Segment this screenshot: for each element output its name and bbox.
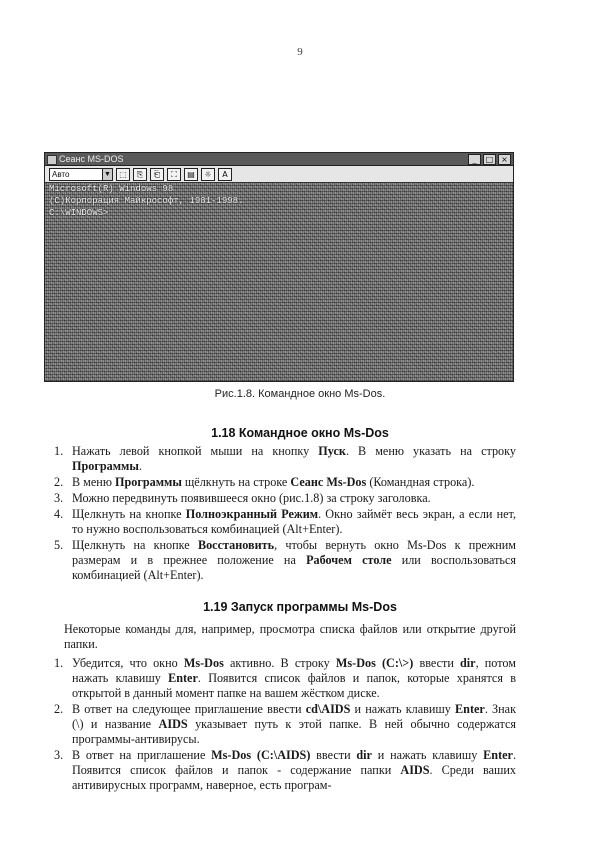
background-icon[interactable]: ☼ xyxy=(201,168,215,181)
list-item-number: 2. xyxy=(54,702,64,716)
emphasized-term: Ms-Dos (C:\AIDS) xyxy=(211,748,311,762)
list-item xyxy=(54,507,516,537)
font-size-value: Авто xyxy=(52,169,70,179)
instruction-list-1 xyxy=(54,444,516,584)
window-controls xyxy=(468,154,511,165)
text-run: указывает путь к этой папке. В ней обычно содержатся программы-антивирусы. xyxy=(72,717,516,746)
paste-icon[interactable]: ⎗ xyxy=(150,168,164,181)
emphasized-term: Ms-Dos (C:\>) xyxy=(335,656,414,670)
emphasized-term: AIDS xyxy=(400,763,430,777)
text-run: Убедится, что окно xyxy=(72,656,184,670)
list-item-number: 3. xyxy=(54,748,64,762)
emphasized-term: Программы xyxy=(114,475,182,489)
close-button[interactable]: × xyxy=(498,154,511,165)
list-item xyxy=(54,444,516,474)
emphasized-term: dir xyxy=(460,656,476,670)
list-item xyxy=(54,475,516,490)
maximize-button[interactable]: □ xyxy=(483,154,496,165)
text-run: В ответ на приглашение xyxy=(72,748,212,762)
emphasized-term: Enter xyxy=(483,748,513,762)
emphasized-term: Программы xyxy=(72,459,139,473)
text-run: и нажать клавишу xyxy=(371,748,484,762)
list-item-number: 5. xyxy=(54,538,64,552)
intro-paragraph: Некоторые команды для, например, просмотра списка файлов или открытие другой папки. xyxy=(64,622,516,651)
instruction-list-2 xyxy=(54,656,516,794)
emphasized-term: Пуск xyxy=(318,444,346,458)
text-run: . В меню указать на строку xyxy=(345,444,516,458)
fullscreen-icon[interactable]: ⛶ xyxy=(167,168,181,181)
text-run: . Окно займёт весь экран, а если нет, то нужно воспользоваться комбинацией (Alt+Enter). xyxy=(72,507,516,536)
emphasized-term: Сеанс Ms-Dos xyxy=(290,475,367,489)
text-run: щёлкнуть на строке xyxy=(181,475,291,489)
text-run: , потом нажать клавишу xyxy=(72,656,516,685)
list-item-number: 1. xyxy=(54,656,64,670)
console-prompt: C:\WINDOWS> xyxy=(49,208,109,218)
text-run: Щелкнуть на кнопке xyxy=(72,507,186,521)
emphasized-term: Рабочем столе xyxy=(306,553,392,567)
window-title: Сеанс MS-DOS xyxy=(59,154,124,164)
text-run: . Знак (\) и название xyxy=(72,702,516,731)
text-run: . Появится список файлов и папок, которые хранятся в открытой в данный момент папке на вашем жёстком диске. xyxy=(72,671,516,700)
text-run: Можно передвинуть появившееся окно (рис.1.8) за строку заголовка. xyxy=(72,491,431,505)
text-run: Нажать левой кнопкой мыши на кнопку xyxy=(72,444,319,458)
msdos-app-icon xyxy=(47,155,57,165)
font-size-select[interactable] xyxy=(49,168,113,181)
list-item-number: 2. xyxy=(54,475,64,489)
list-item-number: 3. xyxy=(54,491,64,505)
emphasized-term: Enter xyxy=(455,702,485,716)
list-item xyxy=(54,538,516,583)
console-line: (C)Корпорация Майкрософт, 1981-1998. xyxy=(49,196,244,206)
section-heading-1-19: 1.19 Запуск программы Ms-Dos xyxy=(203,600,397,614)
text-run: , чтобы вернуть окно Ms-Dos к прежним размерам и в прежнее положение на xyxy=(72,538,517,567)
list-item-number: 1. xyxy=(54,444,64,458)
minimize-button[interactable]: _ xyxy=(468,154,481,165)
text-run: Щелкнуть на кнопке xyxy=(72,538,198,552)
emphasized-term: cd\AIDS xyxy=(305,702,351,716)
list-item xyxy=(54,702,516,747)
text-run: или воспользоваться комбинацией (Alt+Enter). xyxy=(72,553,516,582)
msdos-window-screenshot xyxy=(44,152,514,382)
emphasized-term: Enter xyxy=(168,671,198,685)
emphasized-term: Ms-Dos xyxy=(183,656,224,670)
console-line: Microsoft(R) Windows 98 xyxy=(49,184,174,194)
list-item-number: 4. xyxy=(54,507,64,521)
list-item xyxy=(54,748,516,793)
figure-caption: Рис.1.8. Командное окно Ms-Dos. xyxy=(214,388,386,400)
emphasized-term: dir xyxy=(356,748,372,762)
window-titlebar[interactable] xyxy=(45,153,513,166)
text-run: . Появится список файлов и папок - содержание папки xyxy=(72,748,516,777)
window-toolbar xyxy=(45,166,513,183)
text-run: и нажать клавишу xyxy=(350,702,456,716)
text-run: ввести xyxy=(413,656,461,670)
text-run: В ответ на следующее приглашение ввести xyxy=(72,702,306,716)
section-heading-1-18: 1.18 Командное окно Ms-Dos xyxy=(211,426,389,440)
page-number: 9 xyxy=(297,46,303,58)
text-run: активно. В строку xyxy=(223,656,336,670)
emphasized-term: Восстановить xyxy=(197,538,275,552)
text-run: . Среди ваших антивирусных программ, наверное, есть програм- xyxy=(72,763,516,792)
emphasized-term: AIDS xyxy=(158,717,188,731)
text-run: В меню xyxy=(72,475,115,489)
list-item xyxy=(54,656,516,701)
console-area[interactable] xyxy=(45,183,513,381)
copy-icon[interactable]: ⎘ xyxy=(133,168,147,181)
font-icon[interactable]: A xyxy=(218,168,232,181)
emphasized-term: Полноэкранный Режим xyxy=(185,507,319,521)
chevron-down-icon[interactable]: ▼ xyxy=(102,169,112,180)
text-run: . xyxy=(138,459,142,473)
properties-icon[interactable]: ▤ xyxy=(184,168,198,181)
mark-icon[interactable]: ⬚ xyxy=(116,168,130,181)
list-item xyxy=(54,491,516,506)
text-run: (Командная строка). xyxy=(366,475,475,489)
text-run: ввести xyxy=(310,748,357,762)
